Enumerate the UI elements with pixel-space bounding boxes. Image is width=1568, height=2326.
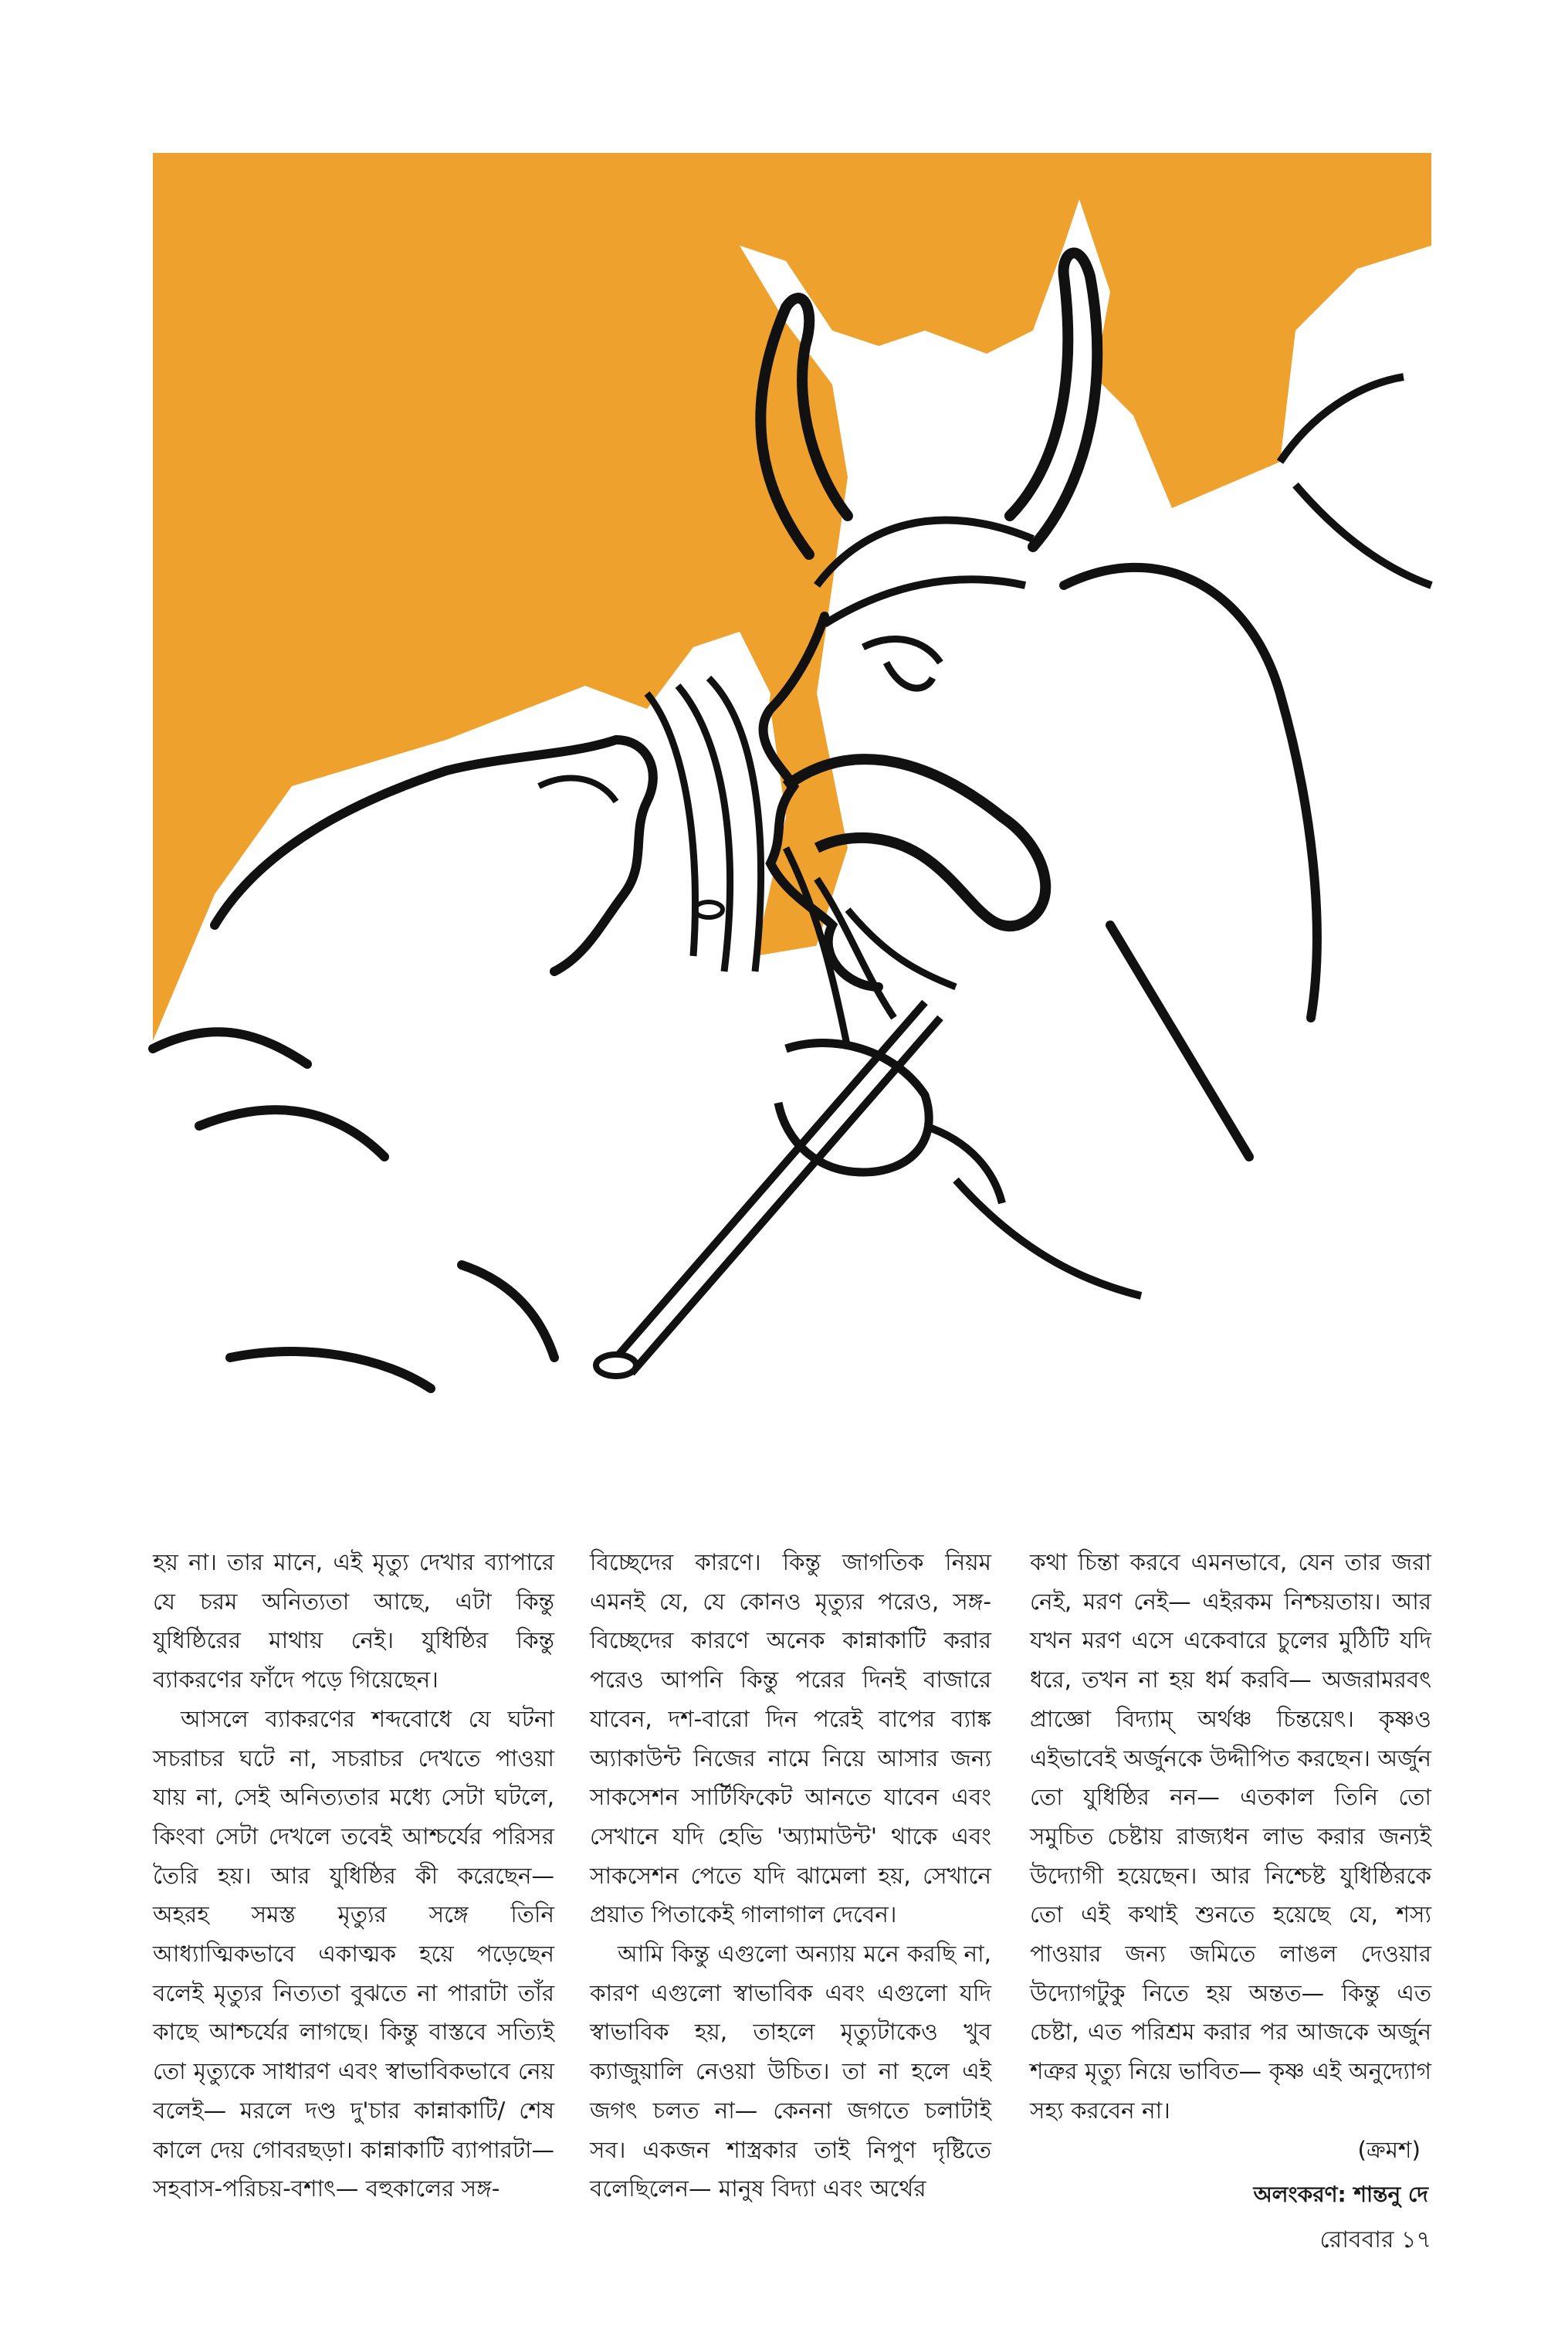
column-2 [590, 1543, 991, 2202]
article-body [153, 1543, 1431, 2208]
illustration [153, 153, 1431, 1472]
continued-marker: (ক্রমশ) [1357, 2136, 1421, 2163]
paragraph: বিচ্ছেদের কারণে। কিন্তু জাগতিক নিয়ম এমনই যে, যে কোনও মৃত্যুর পরেও, সঙ্গ-বিচ্ছেদের কারণে অনেক কান্নাকাটি করার পরেও আপনি কিন্তু পরের দিনই বাজারে যাবেন, দশ-বারো দিন পরেই বাপের ব্যাঙ্ক অ্যাকাউন্ট নিজের নামে নিয়ে আসার জন্য সাকসেশন সার্টিফিকেট আনতে যাবেন এবং সেখানে যদি হেভি 'অ্যামাউন্ট' থাকে এবং সাকসেশন পেতে যদি ঝামেলা হয়, সেখানে প্রয়াত পিতাকেই গালাগাল দেবেন। [590, 1549, 991, 1928]
paragraph: আসলে ব্যাকরণের শব্দবোধে যে ঘটনা সচরাচর ঘটে না, সচরাচর দেখতে পাওয়া যায় না, সেই অনিত্যতার মধ্যে সেটা ঘটলে, কিংবা সেটা দেখলে তবেই আশ্চর্যের পরিসর তৈরি হয়। আর যুধিষ্ঠির কী করেছেন— অহরহ সমস্ত মৃত্যুর সঙ্গে তিনি আধ্যাত্মিকভাবে একাত্মক হয়ে পড়েছেন বলেই মৃত্যুর নিত্যতা বুঝতে না পারাটা তাঁর কাছে আশ্চর্যের লাগছে। কিন্তু বাস্তবে সত্যিই তো মৃত্যুকে সাধারণ এবং স্বাভাবিকভাবে নেয় বলেই— মরলে দণ্ড দু'চার কান্নাকাটি/ শেষ কালে দেয় গোবরছড়া। কান্নাকাটি ব্যাপারটা— সহবাস-পরিচয়-বশাৎ— বহুকালের সঙ্গ- [153, 1705, 554, 2202]
paragraph: আমি কিন্তু এগুলো অন্যায় মনে করছি না, কারণ এগুলো স্বাভাবিক এবং এগুলো যদি স্বাভাবিক হয়, তাহলে মৃত্যুটাকেও খুব ক্যাজুয়ালি নেওয়া উচিত। তা না হলে এই জগৎ চলত না— কেননা জগতে চলাটাই সব। একজন শাস্ত্রকার তাই নিপুণ দৃষ্টিতে বলেছিলেন— মানুষ বিদ্যা এবং অর্থের [590, 1941, 991, 2202]
paragraph: কথা চিন্তা করবে এমনভাবে, যেন তার জরা নেই, মরণ নেই— এইরকম নিশ্চয়তায়। আর যখন মরণ এসে একেবারে চুলের মুঠিটি যদি ধরে, তখন না হয় ধর্ম করবি— অজরামরবৎ প্রাজ্ঞো বিদ্যাম্‌ অর্থঞ্চ চিন্তয়েৎ। কৃষ্ণও এইভাবেই অর্জুনকে উদ্দীপিত করছেন। অর্জুন তো যুধিষ্ঠির নন— এতকাল তিনি তো সমুচিত চেষ্টায় রাজ্যধন লাভ করার জন্যই উদ্যোগী হয়েছেন। আর নিশ্চেষ্ট যুধিষ্ঠিরকে তো এই কথাই শুনতে হয়েছে যে, শস্য পাওয়ার জন্য জমিতে লাঙল দেওয়ার উদ্যোগটুকু নিতে হয় অন্তত— কিন্তু এত চেষ্টা, এত পরিশ্রম করার পর আজকে অর্জুন শত্রুর মৃত্যু নিয়ে ভাবিত— কৃষ্ণ এই অনুদ্যোগ সহ্য করবেন না। [1030, 1549, 1431, 2124]
paragraph: হয় না। তার মানে, এই মৃত্যু দেখার ব্যাপারে যে চরম অনিত্যতা আছে, এটা কিন্তু যুধিষ্ঠিরের মাথায় নেই। যুধিষ্ঠির কিন্তু ব্যাকরণের ফাঁদে পড়ে গিয়েছেন। [153, 1549, 554, 1694]
ink-illustration-svg [153, 153, 1431, 1472]
illustration-credit: অলংকরণ: শান্তনু দে [1253, 2182, 1428, 2208]
column-1 [153, 1543, 554, 2202]
column-3 [1030, 1543, 1431, 2208]
page-folio: রোববার ১৭ [1319, 2226, 1431, 2253]
mace-end [596, 1355, 636, 1376]
